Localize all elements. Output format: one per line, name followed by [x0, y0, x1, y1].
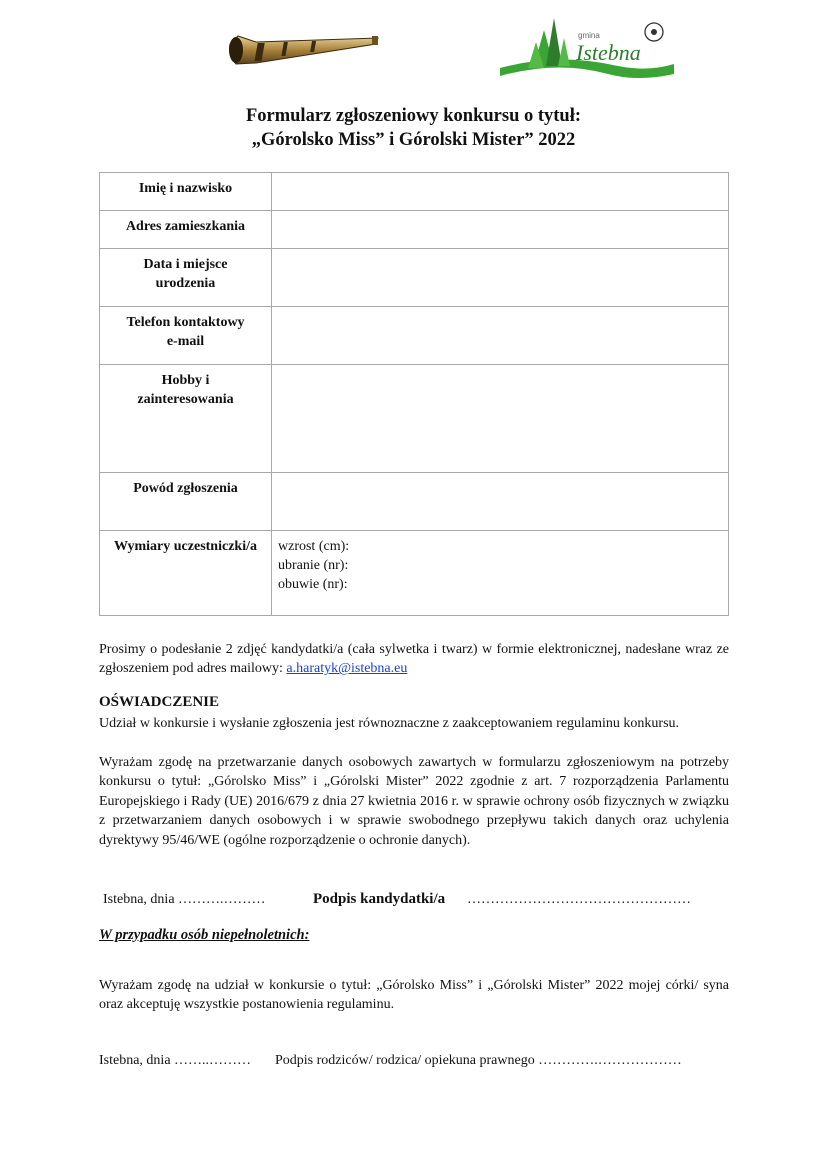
- candidate-place-date: Istebna, dnia ……….………: [103, 892, 266, 907]
- parent-place-date: Istebna, dnia ……..………: [99, 1053, 252, 1068]
- row-hobby: [100, 365, 729, 473]
- field-hobby[interactable]: [272, 365, 729, 473]
- data-consent-paragraph: Wyrażam zgodę na przetwarzanie danych osobowych zawartych w formularzu zgłoszeniowym na potrzeby konkursu o tytuł: „Górolsko Miss” i „Górolski Mister” 2022 zgodnie z art. 7 rozporządzenia Parlamentu Europejskiego i Rady (UE) 2016/679 z dnia 27 kwietnia 2016 r. w sprawie ochrony osób fizycznych w związku z przetwarzaniem danych osobowych i w sprawie swobodnego przepływu takich danych oraz uchylenia dyrektywy 95/46/WE (ogólne rozporządzenie o ochronie danych).: [99, 755, 729, 848]
- label-reason: Powód zgłoszenia: [133, 481, 238, 496]
- gok-trumpet-logo: [226, 30, 382, 72]
- label-hobby-1: Hobby i: [161, 373, 210, 388]
- candidate-signature-label: Podpis kandydatki/a: [313, 891, 446, 907]
- minors-heading: W przypadku osób niepełnoletnich:: [99, 927, 310, 943]
- label-birth-2: urodzenia: [155, 276, 216, 291]
- title-line-2: „Górolsko Miss” i Górolski Mister” 2022: [251, 130, 576, 150]
- photos-note-text: Prosimy o podesłanie 2 zdjęć kandydatki/a (cała sylwetka i twarz) w formie elektronicznej, nadesłane wraz ze zgłoszeniem pod adres mailowy:: [99, 642, 729, 677]
- label-address: Adres zamieszkania: [125, 219, 246, 234]
- label-email: e-mail: [166, 334, 205, 349]
- logo-istebna-text: Istebna: [576, 40, 641, 65]
- measure-clothing: ubranie (nr):: [278, 558, 349, 573]
- label-birth-1: Data i miejsce: [143, 257, 228, 272]
- label-phone: Telefon kontaktowy: [126, 315, 245, 330]
- field-reason[interactable]: [272, 473, 729, 531]
- row-reason: [100, 473, 729, 531]
- label-hobby-2: zainteresowania: [137, 392, 234, 407]
- minors-consent: Wyrażam zgodę na udział w konkursie o tytuł: „Górolsko Miss” i „Górolski Mister” 2022 mojej córki/ syna oraz akceptuję wszystkie postanowienia regulaminu.: [99, 978, 729, 1013]
- field-address[interactable]: [272, 211, 729, 249]
- row-address: [100, 211, 729, 249]
- candidate-signature-line: …………………………………………: [467, 892, 691, 907]
- application-form-table: [99, 172, 729, 616]
- field-name[interactable]: [272, 173, 729, 211]
- declaration-line: Udział w konkursie i wysłanie zgłoszenia jest równoznaczne z zaakceptowaniem regulaminu konkursu.: [99, 716, 680, 731]
- declaration-heading: OŚWIADCZENIE: [99, 694, 220, 710]
- row-birth: [100, 249, 729, 307]
- photos-note: [99, 640, 729, 679]
- email-link[interactable]: a.haratyk@istebna.eu: [286, 661, 408, 677]
- row-contact: [100, 307, 729, 365]
- document-title: [0, 104, 827, 152]
- measure-height: wzrost (cm):: [278, 539, 350, 554]
- field-contact[interactable]: [272, 307, 729, 365]
- label-measurements: Wymiary uczestniczki/a: [114, 539, 257, 554]
- field-birth[interactable]: [272, 249, 729, 307]
- title-line-1: Formularz zgłoszeniowy konkursu o tytuł:: [245, 106, 582, 126]
- field-measurements[interactable]: [272, 531, 729, 616]
- logo-gmina-text: gmina: [578, 31, 600, 40]
- gmina-istebna-logo: [498, 16, 674, 88]
- row-name: [100, 173, 729, 211]
- row-measurements: [100, 531, 729, 616]
- label-name: Imię i nazwisko: [138, 181, 233, 196]
- parent-signature-label: Podpis rodziców/ rodzica/ opiekuna prawnego ………….………………: [275, 1053, 682, 1068]
- measure-shoes: obuwie (nr):: [278, 577, 348, 592]
